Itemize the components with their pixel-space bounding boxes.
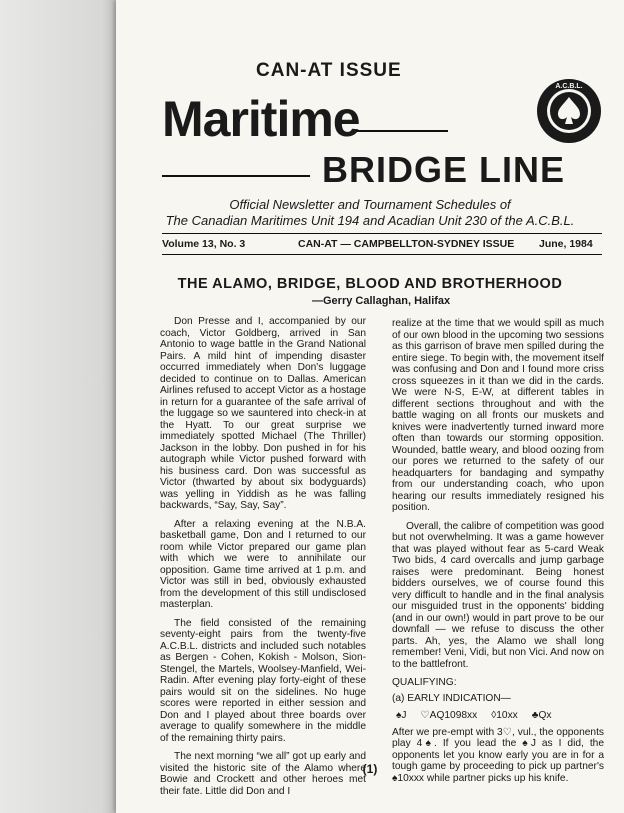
masthead-title-bridge-line: BRIDGE LINE [322,149,566,190]
article-byline: —Gerry Callaghan, Halifax [312,295,451,307]
background-surface [0,0,120,813]
article-title: THE ALAMO, BRIDGE, BLOOD AND BROTHERHOOD [177,276,563,292]
subtitle-line-2: The Canadian Maritimes Unit 194 and Acadian Unit 230 of the A.C.B.L. [165,213,575,228]
issue-bar-rule-top [162,233,602,234]
volume-number: Volume 13, No. 3 [162,238,246,250]
emblem-lettering: A.C.B.L. [555,83,583,90]
paragraph: realize at the time that we would spill as much of our own blood in the upcoming two sessions as this garrison of brave men spilled during the entire siege. To begin with, the movement itself was confusing and Don and I found more criss cross squeezes in it than we did in the cards. We were N-S, E-W, at different tables in different sections throughout and with the battle waging on all fronts our muskets and knives were inadvertently turned inward more often than towards our storming opposition. Wounded, battle weary, and blood oozing from our pores we returned to the safety of our headquarters for bandaging and sympathy from our understanding coach, who upon hearing our results immediately resigned his position. [392,318,604,513]
acbl-emblem-logo [536,78,602,144]
hand-spades: ♠J [396,710,407,721]
issue-bar-rule-bottom [162,254,602,255]
qualifying-heading: QUALIFYING: [392,677,457,688]
article-column-2 [392,318,604,791]
paragraph: After we pre-empt with 3♡, vul., the opponents play 4♠. If you lead the ♠J as I did, the opponents let you know early you are in for a tough game by proceeding to pick up partner's ♠10xxx while partner picks up his knife. [392,726,604,784]
paragraph: Overall, the calibre of competition was good but not overwhelming. It was a game however that was played without fear as 5-card Weak Two bids, 4 card overcalls and jump garbage raises were predominant. Being honest bidders ourselves, we of course found this very difficult to handle and in the final analysis our misguided trust in the opponents' bidding (and in our own!) would in part prove to be our downfall — we refuse to discuss the other parts. Ah, yes, the Alamo we shall long remember! Veni, Vidi, but non Vici. And now on to the battlefront. [392,520,604,670]
page-number: (1) [362,762,378,776]
paragraph: Don Presse and I, accompanied by our coach, Victor Goldberg, arrived in San Antonio to wage battle in the Grand National Pairs. A mild hint of impending disaster occurred immediately when Don's luggage decided to continue on to Dallas. American Airlines refused to accept Victor as a hostage in return for a guarantee of the safe arrival of the luggage so we sauntered into check-in at the Hyatt. To our great surprise we immediately spotted Michael (The Thriller) Jackson in the lobby. Don pushed in for his autograph while Victor pushed forward with his business card. Don was successful as Victor (thwarted by about six bodyguards) was yelling in Yiddish as he was falling backwards, “Say, Say, Say”. [160,316,366,511]
edition-name: CAN-AT — CAMPBELLTON-SYDNEY ISSUE [298,238,515,250]
bridge-hand [396,710,604,722]
subtitle-line-1: Official Newsletter and Tournament Schedules of [229,197,511,212]
masthead-rule [162,175,310,177]
hand-clubs: ♣Qx [531,710,552,721]
paragraph: The next morning “we all” got up early and visited the historic site of the Alamo where Bowie and Crockett and other heroes met their fate. Little did Don and I [160,751,366,797]
newsletter-page [116,0,624,813]
paragraph: After a relaxing evening at the N.B.A. basketball game, Don and I returned to our room while Victor prepared our game plan with which we were to annihilate our opposition. Game time arrived at 1 p.m. and Victor was still in bed, obviously exhausted from the development of this still undisclosed masterplan. [160,518,366,610]
hand-hearts: ♡AQ1098xx [420,710,478,721]
paragraph: The field consisted of the remaining seventy-eight pairs from the twenty-five A.C.B.L. districts and included such notables as Bergen - Cohen, Kokish - Molson, Sion-Stengel, the Martels, Woolsey-Manfield, Wei-Radin. After evening play forty-eight of these pairs would sit on the sidelines. No huge scores were reported in either session and Don and I played about three boards over average to qualify somewhere in the middle of the remaining thirty pairs. [160,617,366,744]
masthead-rule [356,130,448,132]
masthead-title-maritime: Maritime [162,91,360,147]
hand-diamonds: ◊10xx [491,710,518,721]
issue-label: CAN-AT ISSUE [256,60,402,81]
early-indication-heading: (a) EARLY INDICATION— [392,692,511,704]
issue-date: June, 1984 [539,238,593,250]
article-column-1 [160,316,366,804]
